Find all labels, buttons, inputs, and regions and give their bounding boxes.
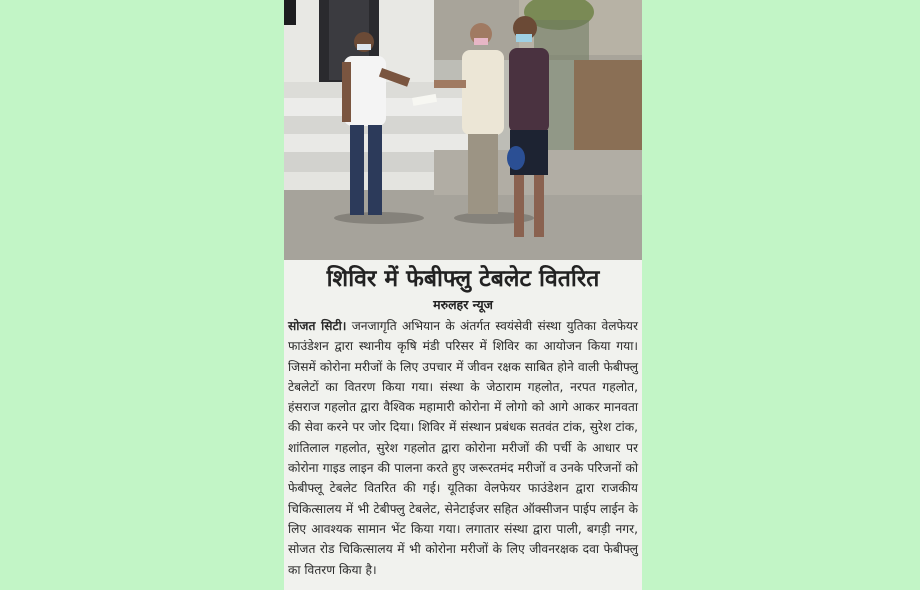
newspaper-clipping [284, 0, 642, 590]
photo-illustration [284, 0, 642, 260]
article-text: जनजागृति अभियान के अंतर्गत स्वयंसेवी संस्था युतिका वेलफेयर फाउंडेशन द्वारा स्थानीय कृषि मंडी परिसर में शिविर का आयोजन किया गया। जिसमें कोरोना मरीजों के लिए उपचार में जीवन रक्षक साबित होने वाली फेबीफ्लु टेबलेटों का वितरण किया गया। संस्था के जेठाराम गहलोत, नरपत गहलोत, हंसराज गहलोत द्वारा वैश्विक महामारी कोरोना में लोगो को आगे आकर मानवता की सेवा करने पर जोर दिया। शिविर में संस्थान प्रबंधक सतवंत टांक, सुरेश टांक, शांतिलाल गहलोत, सुरेश गहलोत द्वारा कोरोना मरीजों की पर्ची के आधार पर कोरोना गाइड लाइन की पालना करते हुए जरूरतमंद मरीजों व उनके परिजनों को फेबीफ्लू टेबलेट वितरित की गई। यूतिका वेलफेयर फाउंडेशन द्वारा राजकीय चिकित्सालय में भी टेबीफ्लु टेबलेट, सेनेटाईजर सहित ऑक्सीजन पाईप लाईन के लिए आवश्यक सामान भेंट किया गया। लगातार संस्था द्वारा पाली, बगड़ी नगर, सोजत रोड चिकित्सालय में भी कोरोना मरीजों के लिए जीवनरक्षक दवा फेबीफ्लु का वितरण किया है। [288, 319, 638, 577]
article-headline: शिविर में फेबीफ्लु टेबलेट वितरित [326, 266, 600, 292]
article-body [288, 316, 638, 580]
article-byline: मरुलहर न्यूज [433, 297, 493, 312]
article-dateline: सोजत सिटी। [288, 319, 347, 333]
news-photo [284, 0, 642, 260]
